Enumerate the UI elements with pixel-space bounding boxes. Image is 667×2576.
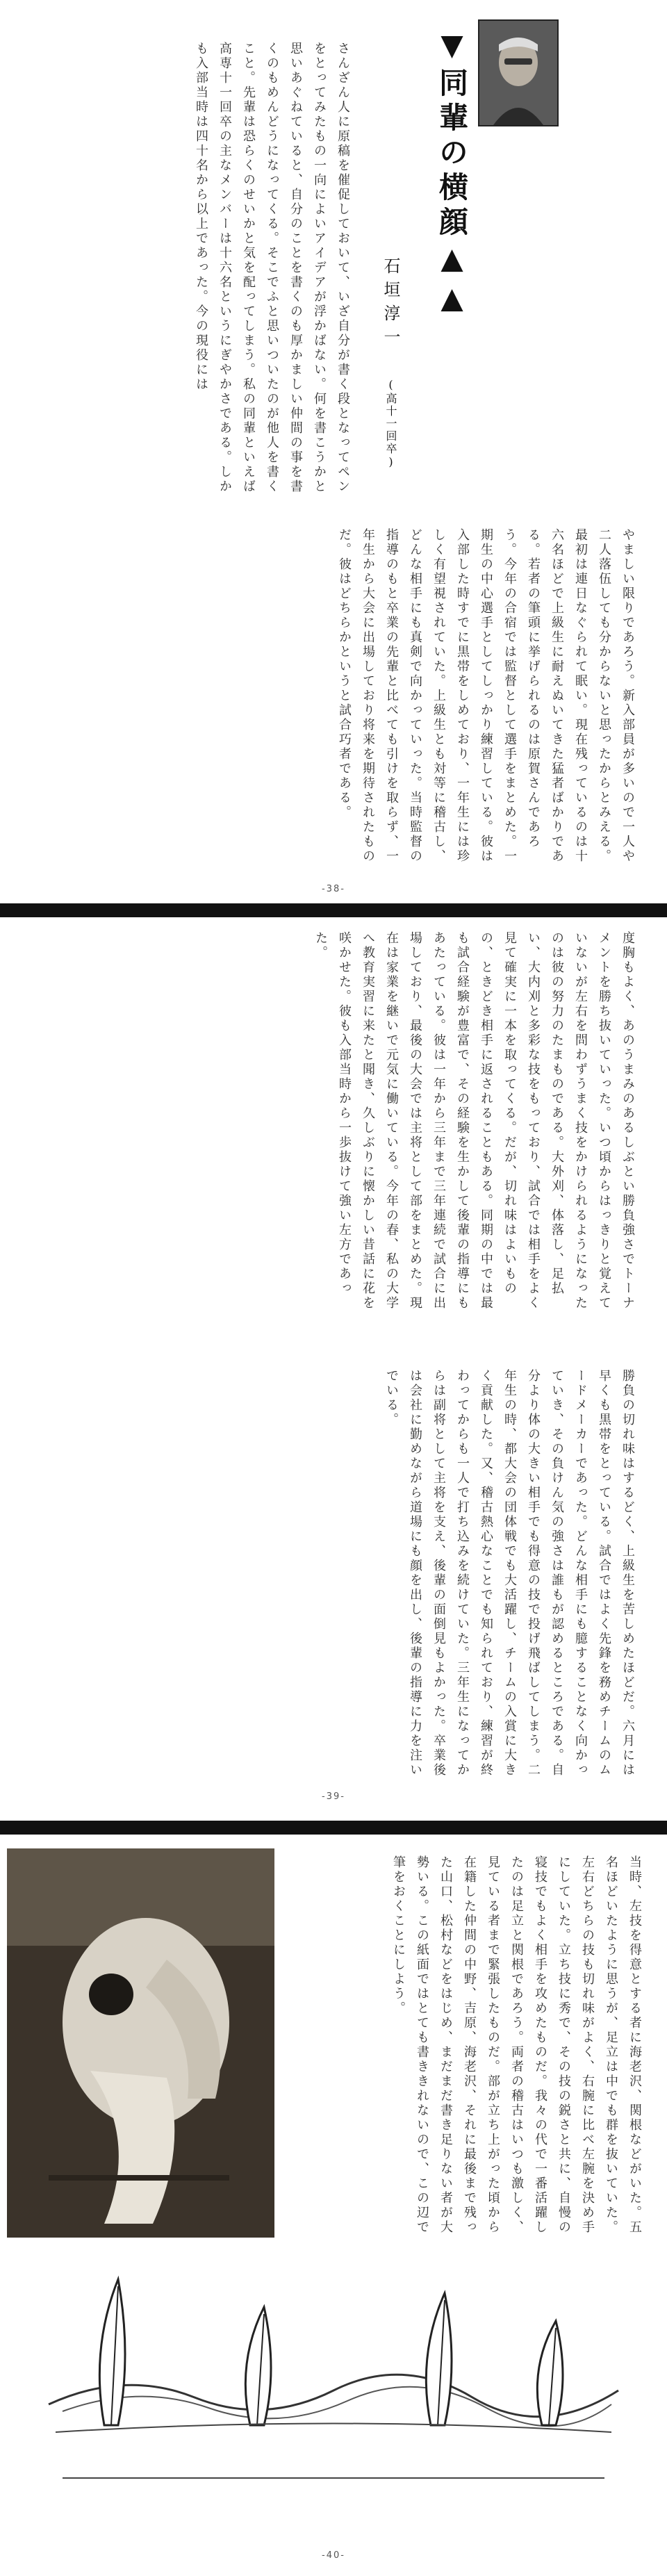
body-text-column-5: 当時、左技を得意とする者に海老沢、関根などがいた。五名ほどいたように思うが、足立は中でも群を抜いていた。左右どちらの技も切れ味がよく、右腕に比べ左腕を決め手にしていた。立ち技に秀で、その技の鋭さと共に、自慢の寝技でもよく相手を攻めたものだ。我々の代で一番活躍したのは足立と関根であろう。両者の稽古はいつも激しく、見ている者まで緊張したものだ。部が立ち上がった頃から在籍した仲間の中野、吉原、海老沢、それに最後まで残った山口、松村などをはじめ、まだまだ書き足りない者が大勢いる。この紙面ではとても書ききれないので、この辺で筆をおくことにしよう。 xyxy=(391,1855,642,2235)
article-title: ▼同輩の横顔▲▲ xyxy=(435,28,469,320)
author-byline xyxy=(379,257,403,535)
judo-throw-figure-icon xyxy=(7,1848,274,2238)
body-text-column-1: さんざん人に原稿を催促しておいて、いざ自分が書く段となってペンをとってみたもの一向によいアイデアが浮かばない。何を書こうかと思いあぐねていると、自分のことを書くのも厚かましい仲間の事を書くのもめんどうになってくる。そこでふと思いついたのが他人を書くこと。先輩は恐らくのせいかと気を配ってしまう。私の同輩といえば高専十一回卒の主なメンバーは十六名というにぎやかさである。しかも入部当時は四十名から以上であった。今の現役には xyxy=(194,42,350,494)
author-portrait-image xyxy=(478,19,559,126)
page-number-38: -38- xyxy=(322,884,345,894)
grass-icon xyxy=(42,2265,625,2460)
page-38 xyxy=(0,0,667,903)
page-separator-1 xyxy=(0,903,667,917)
author-class-note: (高十一回卒) xyxy=(384,378,397,470)
page-number-39: -39- xyxy=(322,1791,345,1802)
page-number-40: -40- xyxy=(322,2550,345,2561)
portrait-figure-icon xyxy=(479,21,557,125)
page-39 xyxy=(0,917,667,1821)
judo-photo-image xyxy=(7,1848,274,2238)
body-text-column-4: 勝負の切れ味はするどく、上級生を苦しめたほどだ。六月には早くも黒帯をとっている。試合ではよく先鋒を務めチームのムードメーカーであった。どんな相手にも臆することなく向かっていき、その負けん気の強さは誰もが認めるところである。自分より体の大きい相手でも得意の技で投げ飛ばしてしまう。二年生の時、都大会の団体戦でも大活躍し、チームの入賞に大きく貢献した。又、稽古熱心なことでも知られており、練習が終わってからも一人で打ち込みを続けていた。三年生になってからは副将として主将を支え、後輩の面倒見もよかった。卒業後は会社に勤めながら道場にも顔を出し、後輩の指導に力を注いでいる。 xyxy=(384,1369,635,1778)
grass-decoration-image xyxy=(42,2265,625,2460)
page-40 xyxy=(0,1835,667,2576)
body-text-column-2: やましい限りであろう。新入部員が多いので一人や二人落伍しても分からないと思ったからとみえる。最初は連日なぐられて眠い。現在残っているのは十六名ほどで上級生に耐えぬいてきた猛者ばかりである。若者の筆頭に挙げられるのは原賀さんであろう。今年の合宿では監督として選手をまとめた。一期生の中心選手としてしっかり練習している。彼は入部した時すでに黒帯をしめており、一年生には珍しく有望視されていた。上級生とも対等に稽古し、どんな相手にも真剣で向かっていった。当時監督の指導のもと卒業の先輩と比べても引けを取らず、一年生から大会に出場しており将来を期待されたものだ。彼はどちらかというと試合巧者である。 xyxy=(337,528,635,864)
author-name: 石垣淳一 xyxy=(381,257,400,352)
bottom-rule xyxy=(63,2477,604,2479)
page-separator-2 xyxy=(0,1821,667,1835)
body-text-column-3: 度胸もよく、あのうまみのあるしぶとい勝負強さでトーナメントを勝ち抜いていった。いつ頃からはっきりと覚えていないが左右を問わずうまく技をかけられるようになったのは彼の努力のたまものである。大外刈、体落し、足払い、大内刈と多彩な技をもっており、試合では相手をよく見て確実に一本を取ってくる。だが、切れ味はよいものの、ときどき相手に返されることもある。同期の中では最も試合経験が豊富で、その経験を生かして後輩の指導にもあたっている。彼は一年から三年まで三年連続で試合に出場しており、最後の大会では主将として部をまとめた。現在は家業を継いで元気に働いている。今年の春、私の大学へ教育実習に来たと聞き、久しぶりに懐かしい昔話に花を咲かせた。彼も入部当時から一歩抜けて強い左方であった。 xyxy=(313,931,635,1311)
